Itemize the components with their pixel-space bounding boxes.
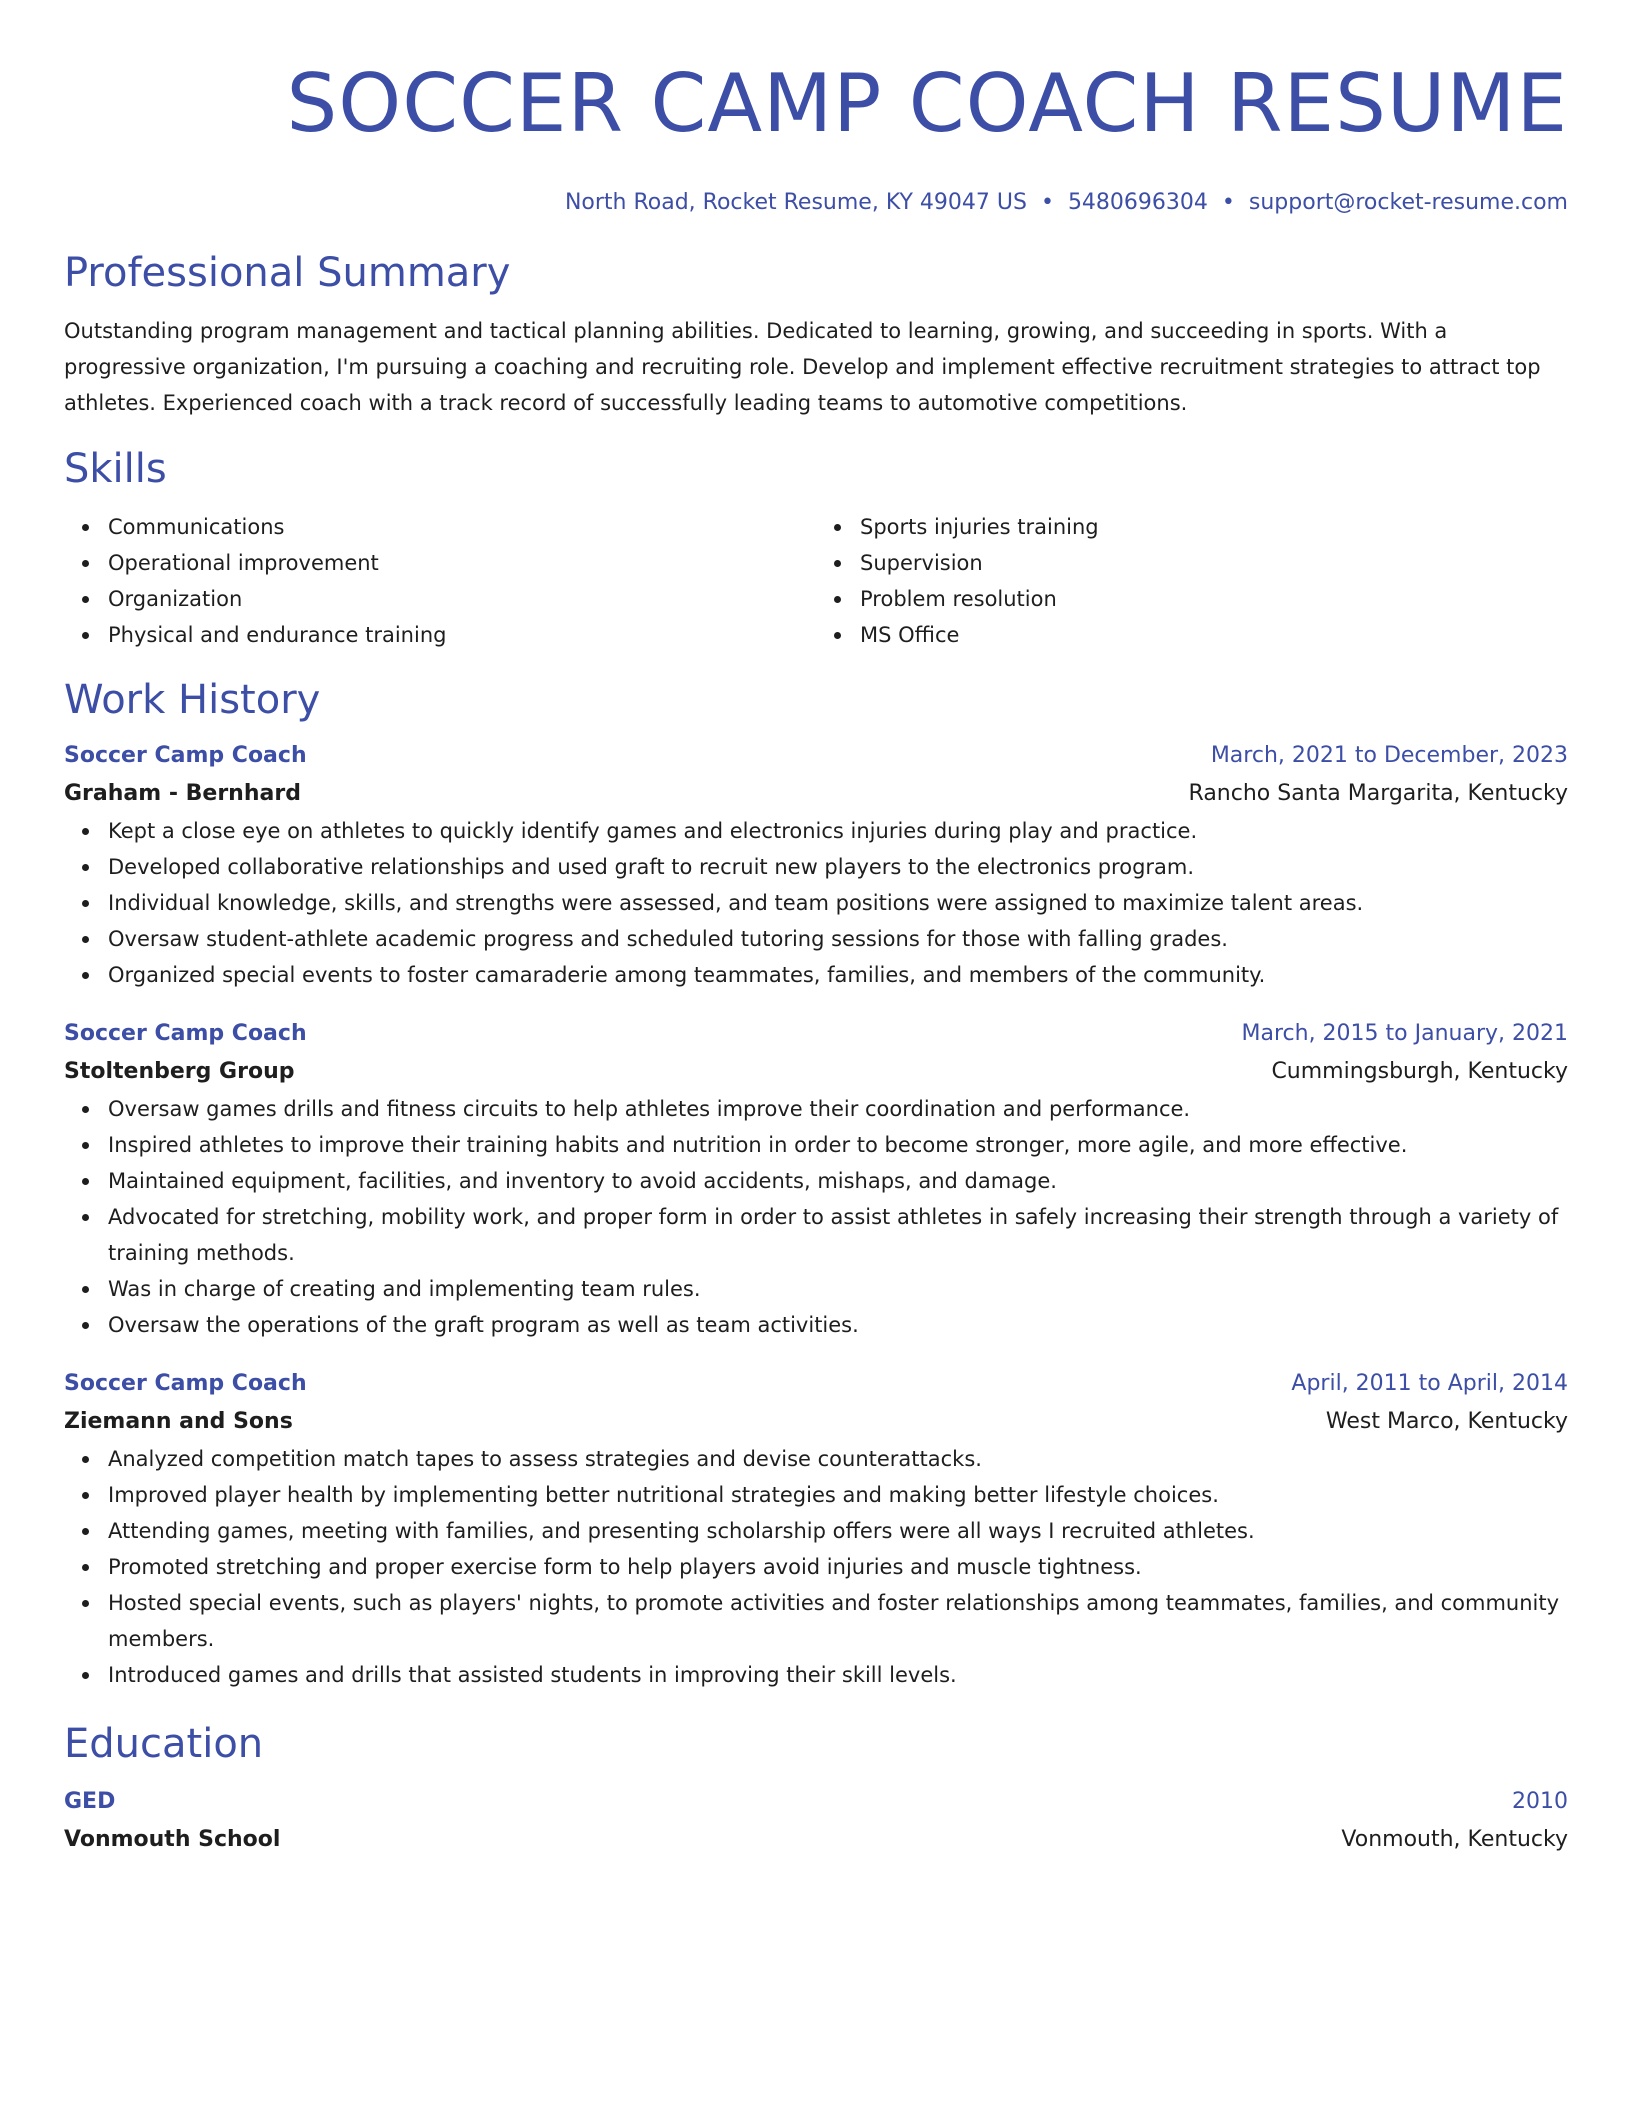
skills-list [64,509,1568,653]
job-entry [64,737,1568,993]
education-degree: GED [64,1789,116,1814]
job-company-row [64,1053,1568,1091]
job-title: Soccer Camp Coach [64,743,307,768]
job-bullet: Attending games, meeting with families, and presenting scholarship offers were all ways I recruited athletes. [108,1513,1568,1549]
job-header-row [64,737,1568,775]
skills-column-right [816,509,1568,653]
job-bullet: Oversaw the operations of the graft program as well as team activities. [108,1307,1568,1343]
job-bullets [64,813,1568,993]
job-header-row [64,1365,1568,1403]
job-company: Stoltenberg Group [64,1059,295,1084]
skill-item: MS Office [860,617,1568,653]
job-title: Soccer Camp Coach [64,1021,307,1046]
job-bullet: Individual knowledge, skills, and strengths were assessed, and team positions were assigned to maximize talent areas. [108,885,1568,921]
skill-item: Organization [108,581,816,617]
job-title: Soccer Camp Coach [64,1371,307,1396]
job-bullet: Oversaw student-athlete academic progress and scheduled tutoring sessions for those with falling grades. [108,921,1568,957]
job-company: Graham - Bernhard [64,781,301,806]
contact-line [64,188,1568,218]
page-title: SOCCER CAMP COACH RESUME [286,57,1568,150]
job-entry [64,1365,1568,1693]
skills-column-left [64,509,816,653]
education-year: 2010 [1512,1789,1568,1814]
section-title-education: Education [64,1721,264,1767]
summary-text: Outstanding program management and tactical planning abilities. Dedicated to learning, growing, and succeeding in sports. With a progressive organization, I'm pursuing a coaching and recruiting role. Develop and implement effective recruitment strategies to attract top athletes. Experienced coach with a track record of successfully leading teams to automotive competitions. [64,319,1541,415]
skill-item: Communications [108,509,816,545]
section-title-skills: Skills [64,446,167,492]
job-bullet: Advocated for stretching, mobility work, and proper form in order to assist athletes in safely increasing their strength through a variety of training methods. [108,1199,1568,1271]
education-entry [64,1783,1568,1859]
job-bullet: Maintained equipment, facilities, and inventory to avoid accidents, mishaps, and damage. [108,1163,1568,1199]
contact-separator: • [1221,190,1235,215]
job-dates: April, 2011 to April, 2014 [1291,1371,1568,1396]
education-school-row [64,1821,1568,1859]
job-bullet: Was in charge of creating and implementing team rules. [108,1271,1568,1307]
job-bullet: Hosted special events, such as players' nights, to promote activities and foster relationships among teammates, families, and community members. [108,1585,1568,1657]
section-title-summary: Professional Summary [64,250,511,296]
job-company-row [64,775,1568,813]
education-school: Vonmouth School [64,1827,281,1852]
job-bullet: Organized special events to foster camaraderie among teammates, families, and members of the community. [108,957,1568,993]
skill-item: Operational improvement [108,545,816,581]
contact-email: support@rocket-resume.com [1248,190,1568,215]
education-location: Vonmouth, Kentucky [1341,1827,1568,1852]
job-location: West Marco, Kentucky [1325,1409,1568,1434]
job-bullet: Developed collaborative relationships and used graft to recruit new players to the electronics program. [108,849,1568,885]
job-entry [64,1015,1568,1343]
job-bullet: Promoted stretching and proper exercise form to help players avoid injuries and muscle tightness. [108,1549,1568,1585]
job-location: Rancho Santa Margarita, Kentucky [1188,781,1568,806]
job-dates: March, 2015 to January, 2021 [1241,1021,1568,1046]
job-location: Cummingsburgh, Kentucky [1271,1059,1568,1084]
job-bullets [64,1441,1568,1693]
skill-item: Physical and endurance training [108,617,816,653]
job-bullet: Inspired athletes to improve their training habits and nutrition in order to become stronger, more agile, and more effective. [108,1127,1568,1163]
contact-address: North Road, Rocket Resume, KY 49047 US [564,190,1027,215]
job-company-row [64,1403,1568,1441]
contact-phone: 5480696304 [1067,190,1208,215]
section-title-work-history: Work History [64,677,321,723]
education-header-row [64,1783,1568,1821]
job-bullet: Kept a close eye on athletes to quickly identify games and electronics injuries during play and practice. [108,813,1568,849]
contact-separator: • [1040,190,1054,215]
job-bullet: Oversaw games drills and fitness circuits to help athletes improve their coordination and performance. [108,1091,1568,1127]
job-bullets [64,1091,1568,1343]
job-dates: March, 2021 to December, 2023 [1210,743,1568,768]
job-bullet: Analyzed competition match tapes to assess strategies and devise counterattacks. [108,1441,1568,1477]
job-company: Ziemann and Sons [64,1409,293,1434]
job-header-row [64,1015,1568,1053]
skill-item: Problem resolution [860,581,1568,617]
skill-item: Sports injuries training [860,509,1568,545]
job-bullet: Introduced games and drills that assisted students in improving their skill levels. [108,1657,1568,1693]
job-bullet: Improved player health by implementing better nutritional strategies and making better lifestyle choices. [108,1477,1568,1513]
skill-item: Supervision [860,545,1568,581]
